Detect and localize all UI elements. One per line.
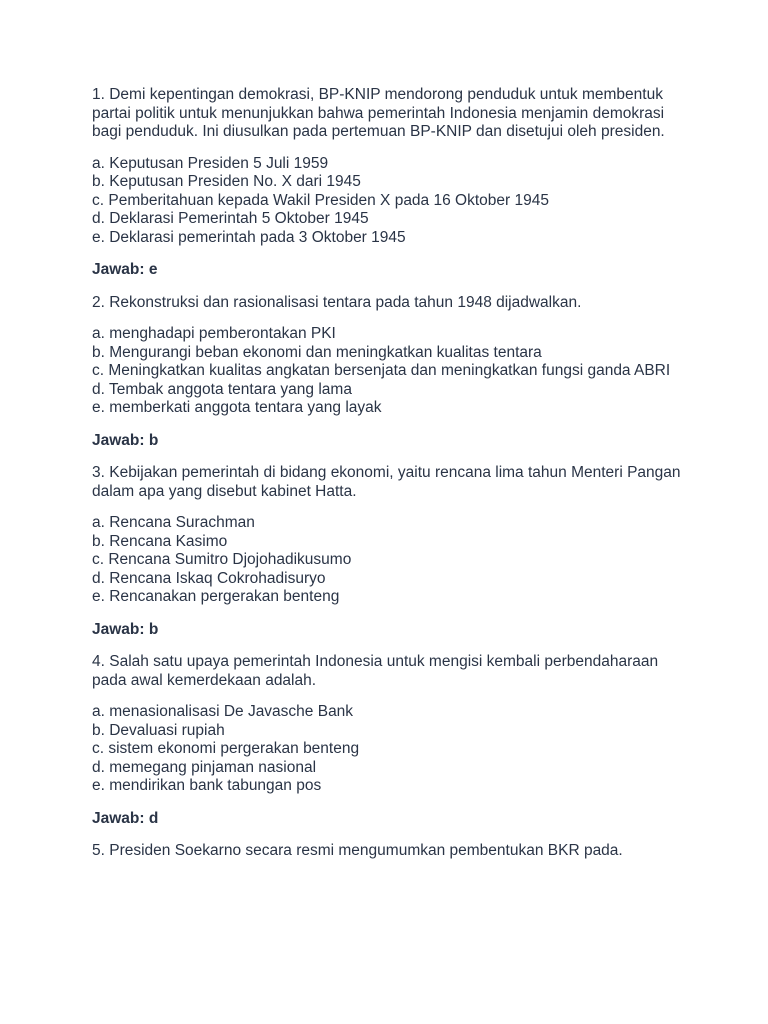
question-3-options bbox=[92, 514, 682, 607]
option-4b: b. Devaluasi rupiah bbox=[92, 721, 225, 739]
answer-4: Jawab: d bbox=[92, 809, 159, 827]
option-4e: e. mendirikan bank tabungan pos bbox=[92, 777, 322, 794]
option-4c: c. sistem ekonomi pergerakan benteng bbox=[92, 740, 360, 757]
option-1d: d. Deklarasi Pemerintah 5 Oktober 1945 bbox=[92, 210, 369, 227]
option-3d: d. Rencana Iskaq Cokrohadisuryo bbox=[92, 569, 326, 587]
question-3-text: 3. Kebijakan pemerintah di bidang ekonomi, yaitu rencana lima tahun Menteri Pangan dalam apa yang disebut kabinet Hatta. bbox=[92, 464, 681, 500]
option-4d: d. memegang pinjaman nasional bbox=[92, 758, 317, 776]
question-5-text: 5. Presiden Soekarno secara resmi mengumumkan pembentukan BKR pada. bbox=[92, 842, 623, 859]
option-2a: a. menghadapi pemberontakan PKI bbox=[92, 325, 336, 342]
option-3e: e. Rencanakan pergerakan benteng bbox=[92, 588, 340, 605]
answer-3: Jawab: b bbox=[92, 620, 159, 638]
document-page bbox=[92, 86, 682, 874]
option-2b: b. Mengurangi beban ekonomi dan meningkatkan kualitas tentara bbox=[92, 343, 542, 361]
option-3a: a. Rencana Surachman bbox=[92, 514, 255, 531]
option-2c: c. Meningkatkan kualitas angkatan bersenjata dan meningkatkan fungsi ganda ABRI bbox=[92, 362, 671, 379]
option-1e: e. Deklarasi pemerintah pada 3 Oktober 1945 bbox=[92, 228, 406, 246]
option-1a: a. Keputusan Presiden 5 Juli 1959 bbox=[92, 154, 329, 172]
option-1b: b. Keputusan Presiden No. X dari 1945 bbox=[92, 173, 361, 190]
option-4a: a. menasionalisasi De Javasche Bank bbox=[92, 703, 354, 720]
option-2e: e. memberkati anggota tentara yang layak bbox=[92, 399, 382, 416]
question-4-text: 4. Salah satu upaya pemerintah Indonesia untuk mengisi kembali perbendaharaan pada awal kemerdekaan adalah. bbox=[92, 653, 659, 689]
question-2-text: 2. Rekonstruksi dan rasionalisasi tentara pada tahun 1948 dijadwalkan. bbox=[92, 293, 582, 311]
answer-2: Jawab: b bbox=[92, 431, 159, 449]
option-3c: c. Rencana Sumitro Djojohadikusumo bbox=[92, 551, 352, 568]
question-2-options bbox=[92, 325, 682, 418]
option-3b: b. Rencana Kasimo bbox=[92, 532, 228, 550]
question-4-options bbox=[92, 703, 682, 796]
question-1-text: 1. Demi kepentingan demokrasi, BP-KNIP mendorong penduduk untuk membentuk partai politik untuk menunjukkan bahwa pemerintah Indonesia menjamin demokrasi bagi penduduk. Ini diusulkan pada pertemuan BP-KNIP dan disetujui oleh presiden. bbox=[92, 86, 665, 140]
question-1-options bbox=[92, 155, 682, 248]
option-2d: d. Tembak anggota tentara yang lama bbox=[92, 380, 352, 398]
answer-1: Jawab: e bbox=[92, 261, 158, 278]
option-1c: c. Pemberitahuan kepada Wakil Presiden X pada 16 Oktober 1945 bbox=[92, 191, 549, 209]
